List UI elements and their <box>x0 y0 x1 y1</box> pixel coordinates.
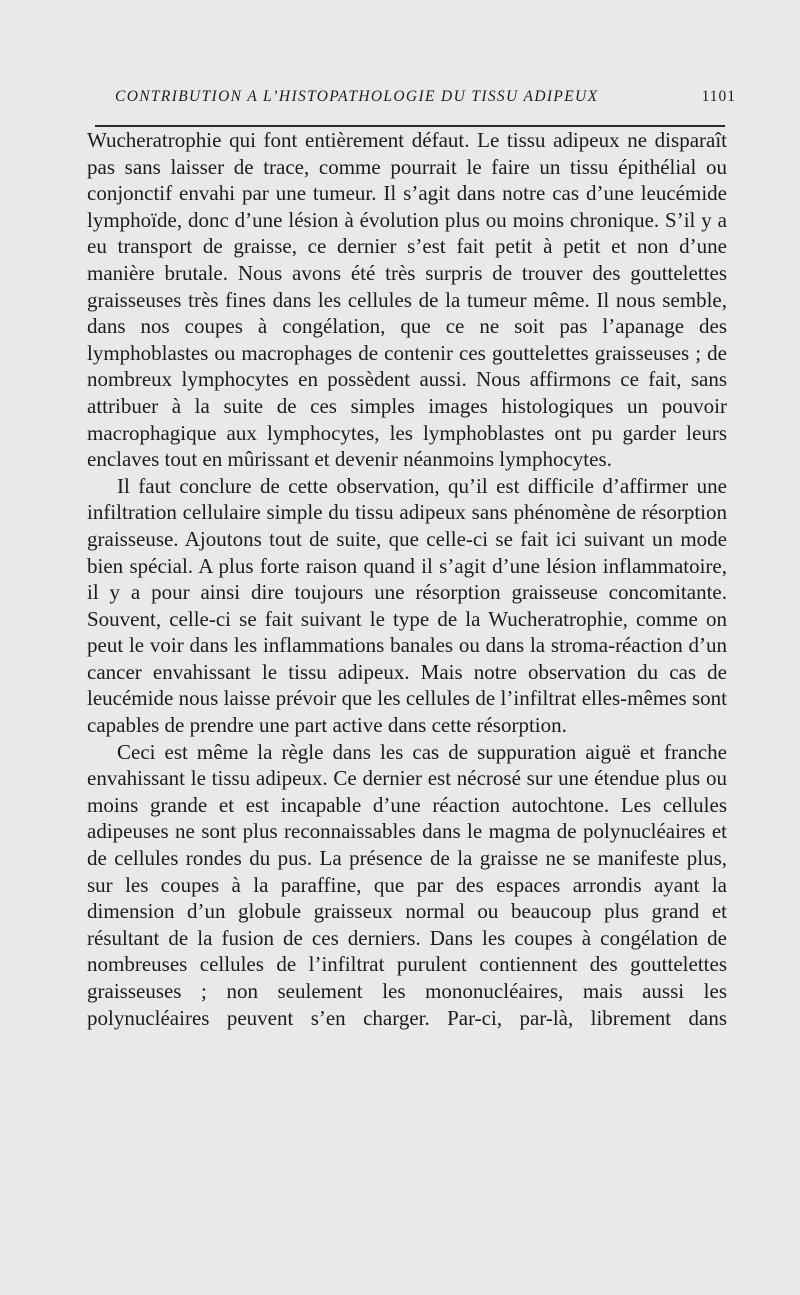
page-header <box>115 88 740 112</box>
body-text <box>87 127 727 1031</box>
page-number: 1101 <box>701 88 736 105</box>
paragraph-2: Il faut conclure de cette observation, qu’il est difficile d’affirmer une infiltration cellulaire simple du tissu adipeux sans phénomène de résorption graisseuse. Ajoutons tout de suite, que celle-ci se fait ici suivant un mode bien spécial. A plus forte raison quand il s’agit d’une lésion inflammatoire, il y a pour ainsi dire toujours une résorption graisseuse concomitante. Souvent, celle-ci se fait suivant le type de la Wucheratrophie, comme on peut le voir dans les inflammations banales ou dans la stroma-réaction d’un cancer envahissant le tissu adipeux. Mais notre observation du cas de leucémide nous laisse prévoir que les cellules de l’infiltrat elles-mêmes sont capables de prendre une part active dans cette résorption. <box>87 473 727 738</box>
paragraph-1: Wucheratrophie qui font entièrement défaut. Le tissu adipeux ne disparaît pas sans laisser de trace, comme pourrait le faire un tissu épithélial ou conjonctif envahi par une tumeur. Il s’agit dans notre cas d’une leucémide lymphoïde, donc d’une lésion à évolution plus ou moins chronique. S’il y a eu transport de graisse, ce dernier s’est fait petit à petit et non d’une manière brutale. Nous avons été très surpris de trouver des gouttelettes graisseuses très fines dans les cellules de la tumeur même. Il nous semble, dans nos coupes à congélation, que ce ne soit pas l’apanage des lymphoblastes ou macrophages de contenir ces gouttelettes graisseuses ; de nombreux lymphocytes en possèdent aussi. Nous affirmons ce fait, sans attribuer à la suite de ces simples images histologiques un pouvoir macrophagique aux lymphocytes, les lymphoblastes ont pu garder leurs enclaves tout en mûrissant et devenir néanmoins lymphocytes. <box>87 128 727 472</box>
paragraph-3: Ceci est même la règle dans les cas de suppuration aiguë et franche envahissant le tissu adipeux. Ce dernier est nécrosé sur une étendue plus ou moins grande et est incapable d’une réaction autochtone. Les cellules adipeuses ne sont plus reconnaissables dans le magma de polynucléaires et de cellules rondes du pus. La présence de la graisse ne se manifeste plus, sur les coupes à la paraffine, que par des espaces arrondis ayant la dimension d’un globule graisseux normal ou beaucoup plus grand et résultant de la fusion de ces derniers. Dans les coupes à congélation de nombreuses cellules de l’infiltrat purulent contiennent des gouttelettes graisseuses ; non seulement les mononucléaires, mais aussi les polynucléaires peuvent s’en charger. Par-ci, par-là, librement dans <box>87 739 727 1030</box>
running-title: CONTRIBUTION A L’HISTOPATHOLOGIE DU TISSU ADIPEUX <box>115 88 599 105</box>
